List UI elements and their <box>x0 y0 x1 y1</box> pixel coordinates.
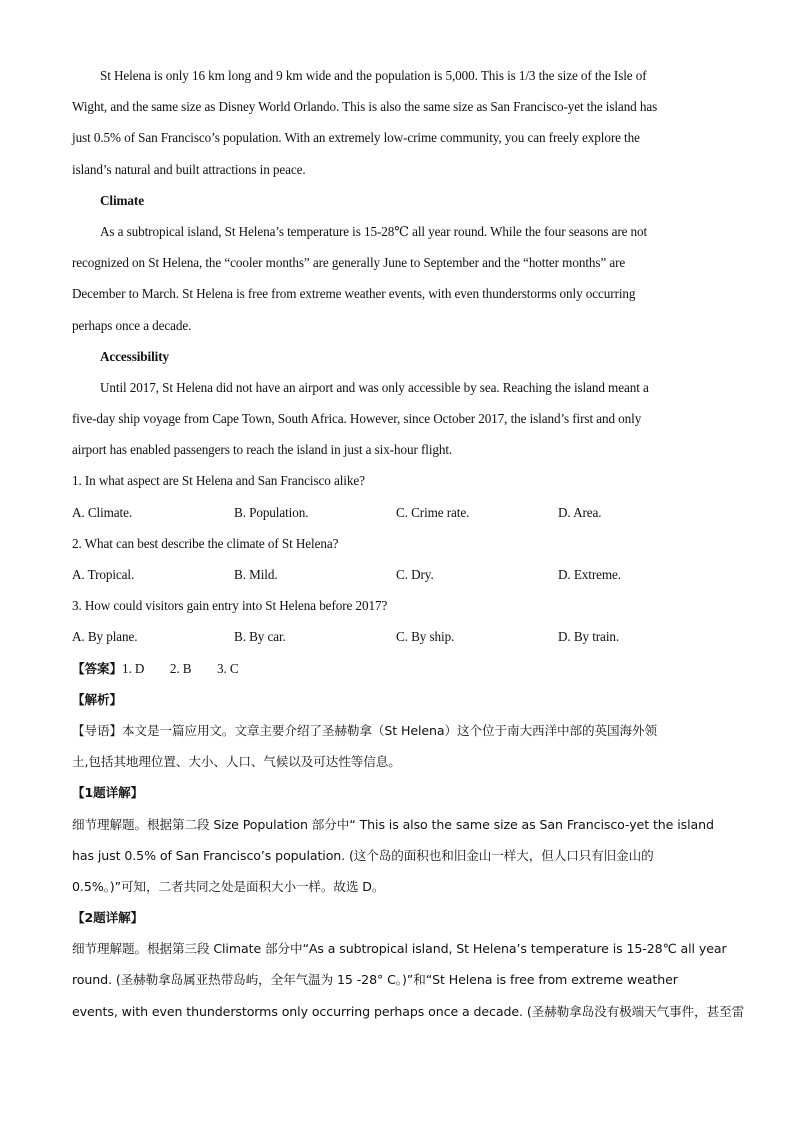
passage-p2-line: recognized on St Helena, the “cooler months” are generally June to September and the “hotter months” are <box>72 255 626 271</box>
climate-heading: Climate <box>100 192 144 208</box>
document-page <box>72 60 745 1027</box>
option-c: C. Dry. <box>396 567 434 582</box>
passage-p2-line: perhaps once a decade. <box>72 317 192 333</box>
q1-detail-line: has just 0.5% of San Francisco’s population. (这个岛的面积也和旧金山一样大，但人口只有旧金山的 <box>72 847 654 863</box>
accessibility-heading: Accessibility <box>100 348 170 364</box>
option-d: D. Extreme. <box>558 567 621 582</box>
option-b: B. By car. <box>234 629 286 645</box>
q1-detail-line: 0.5%。)”可知，二者共同之处是面积大小一样。故选 D。 <box>72 878 385 894</box>
question-3: 3. How could visitors gain entry into St Helena before 2017? <box>72 598 388 614</box>
q2-detail-label: 【2题详解】 <box>72 910 144 926</box>
answer-label: 【答案】 <box>72 660 122 676</box>
q2-detail-line: 细节理解题。根据第三段 Climate 部分中“As a subtropical island, St Helena’s temperature is 15-28℃ all year <box>72 941 727 957</box>
question-2-options <box>72 559 722 590</box>
q2-detail-line: events, with even thunderstorms only occurring perhaps once a decade. (圣赫勒拿岛没有极端天气事件，甚至雷 <box>72 1003 745 1019</box>
passage-p2-line: As a subtropical island, St Helena’s temperature is 15-28℃ all year round. While the four seasons are not <box>100 223 648 239</box>
option-a: A. Tropical. <box>72 567 135 582</box>
question-2: 2. What can best describe the climate of St Helena? <box>72 535 339 551</box>
passage-p1-line: just 0.5% of San Francisco’s population. With an extremely low-crime community, you can freely explore the <box>72 130 640 146</box>
option-d: D. Area. <box>558 504 602 520</box>
answer-text: 1. D 2. B 3. C <box>121 660 239 676</box>
option-c: C. By ship. <box>396 629 455 645</box>
passage-p3-line: airport has enabled passengers to reach the island in just a six-hour flight. <box>72 442 453 458</box>
passage-p2-line: December to March. St Helena is free from extreme weather events, with even thunderstorms only occurring <box>72 286 636 302</box>
analysis-guide-line: 土,包括其地理位置、大小、人口、气候以及可达性等信息。 <box>72 754 401 770</box>
q2-detail-line: round. (圣赫勒拿岛属亚热带岛屿，全年气温为 15 -28° C。)”和“St Helena is free from extreme weather <box>72 972 678 988</box>
analysis-guide-line: 【导语】本文是一篇应用文。文章主要介绍了圣赫勒拿（St Helena）这个位于南大西洋中部的英国海外领 <box>72 722 657 738</box>
passage-p1-line: St Helena is only 16 km long and 9 km wide and the population is 5,000. This is 1/3 the size of the Isle of <box>100 68 647 83</box>
analysis-label: 【解析】 <box>72 691 122 707</box>
question-1-options <box>72 497 722 528</box>
question-3-options <box>72 621 722 652</box>
option-a: A. By plane. <box>72 629 138 645</box>
option-d: D. By train. <box>558 629 620 645</box>
q1-detail-line: 细节理解题。根据第二段 Size Population 部分中“ This is also the same size as San Francisco-yet the island <box>72 816 714 832</box>
passage-p1-line: island’s natural and built attractions in peace. <box>72 161 306 177</box>
option-b: B. Population. <box>234 504 309 520</box>
answer-line <box>72 653 722 684</box>
option-c: C. Crime rate. <box>396 504 470 520</box>
passage-p3-line: five-day ship voyage from Cape Town, South Africa. However, since October 2017, the island’s first and only <box>72 411 642 427</box>
q1-detail-label: 【1题详解】 <box>72 785 144 801</box>
option-a: A. Climate. <box>72 504 133 520</box>
passage-p1-line: Wight, and the same size as Disney World Orlando. This is also the same size as San Francisco-yet the island has <box>72 99 658 115</box>
passage-p3-line: Until 2017, St Helena did not have an airport and was only accessible by sea. Reaching the island meant a <box>100 379 649 395</box>
question-1: 1. In what aspect are St Helena and San Francisco alike? <box>72 473 365 489</box>
option-b: B. Mild. <box>234 567 278 582</box>
